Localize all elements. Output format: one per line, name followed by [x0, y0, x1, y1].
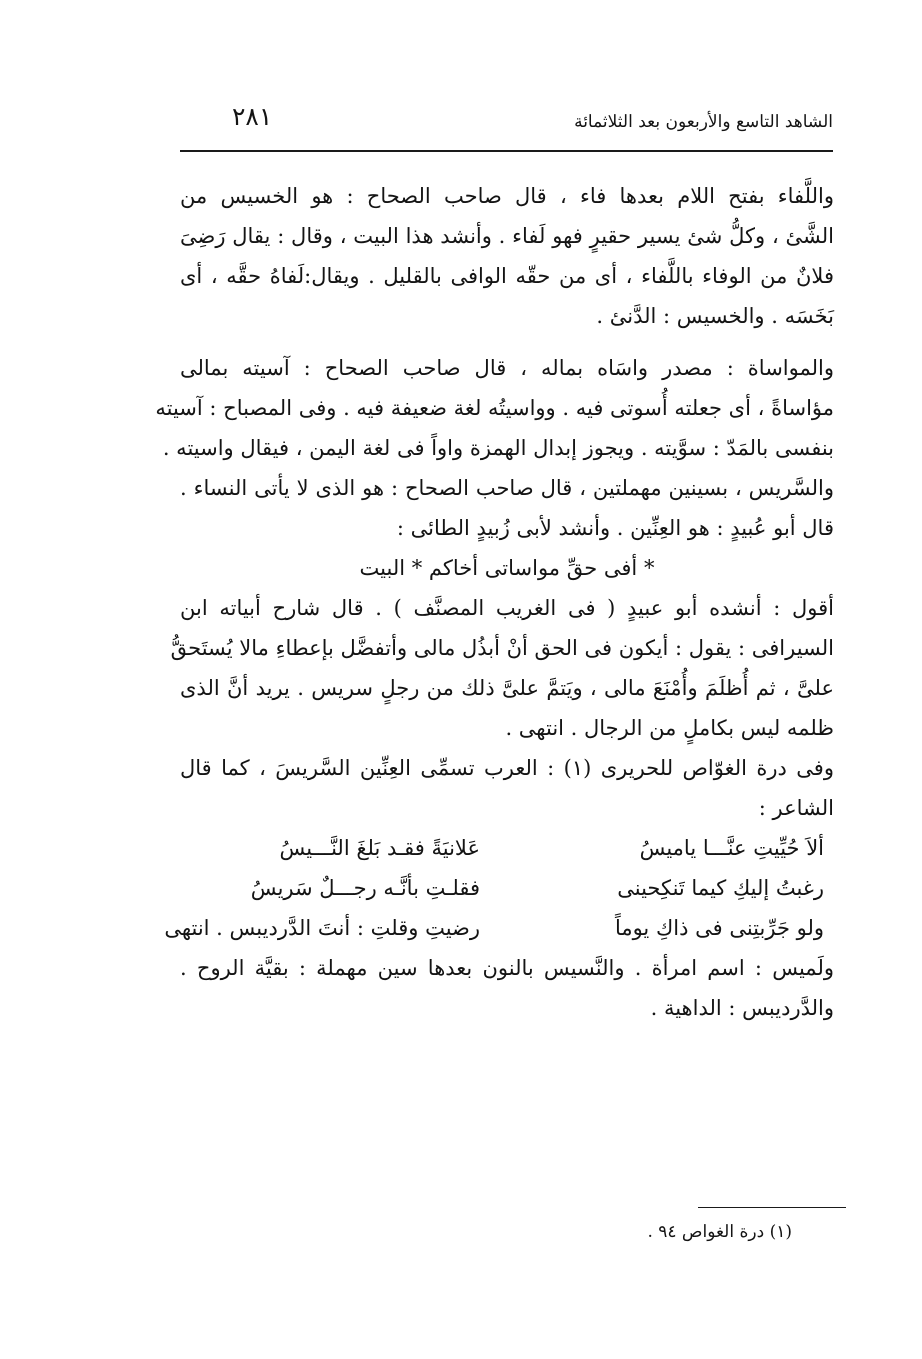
footnote: (١) درة الغواص ٩٤ .	[647, 1222, 792, 1242]
text-line: ظلمه ليس بكاملٍ من الرجال . انتهى .	[505, 716, 834, 740]
text-line: والسَّريس ، بسينين مهملتين ، قال صاحب الصحاح : هو الذى لا يأتى النساء .	[180, 476, 834, 500]
text-line: قال أبو عُبيدٍ : هو العِنِّين . وأنشد لأبى زُبيدٍ الطائى :	[396, 516, 834, 540]
page-header	[180, 100, 833, 146]
verse-row	[180, 868, 834, 908]
text-line: السيرافى : يقول : أيكون فى الحق أنْ أبذُل مالى وأتفضَّل بإعطاءِ مالا يُستَحقُّ	[170, 636, 834, 660]
text-line: بَخَسَه . والخسيس : الدَّنئ .	[596, 304, 834, 328]
text-line: والمواساة : مصدر واسَاه بماله ، قال صاحب الصحاح : آسيته بمالى	[180, 356, 834, 380]
verse-second-hemistich: عَلانيَةً فقـد بَلغَ النَّـــيسُ	[279, 836, 480, 860]
text-line: مؤاساةً ، أى جعلته أُسوتى فيه . وواسيتُه لغة ضعيفة فيه . وفى المصباح : آسيته	[155, 396, 834, 420]
text-line: بنفسى بالمَدّ : سوَّيته . ويجوز إبدال الهمزة واواً فى لغة اليمن ، فيقال واسيته .	[162, 436, 834, 460]
quoted-verse: * أفى حقِّ مواساتى أخاكم * البيت	[359, 556, 655, 580]
page-number: ٢٨١	[232, 102, 273, 131]
text-line: علىَّ ، ثم أُظلَمَ وأُمْنَعَ مالى ، ويَتمَّ علىَّ ذلك من رجلٍ سريس . يريد أنَّ الذى	[180, 676, 834, 700]
text-line: واللَّفاء بفتح اللام بعدها فاء ، قال صاحب الصحاح : هو الخسيس من	[180, 184, 834, 208]
text-line: والدَّرديبس : الداهية .	[650, 996, 834, 1020]
verse-row	[180, 828, 834, 868]
text-line: الشاعر :	[758, 796, 834, 820]
verse-first-hemistich: ألاَ حُيِّيتِ عنَّـــا ياميسُ	[639, 836, 824, 860]
verse-second-hemistich: رضيتِ وقلتِ : أنتَ الدَّرديبس . انتهى	[164, 916, 480, 940]
running-title: الشاهد التاسع والأربعون بعد الثلاثمائة	[574, 112, 833, 132]
text-line: فلانٌ من الوفاء باللَّفاء ، أى من حقّه الوافى بالقليل . ويقال:لَفاهُ حقَّه ، أى	[180, 264, 834, 288]
text-line: الشَّئ ، وكلُّ شئ يسير حقيرٍ فهو لَفاء . وأنشد هذا البيت ، وقال : يقال رَضِىَ	[180, 224, 834, 248]
verse-first-hemistich: ولو جَرِّبتِنى فى ذاكِ يوماً	[614, 916, 824, 940]
body-text	[155, 176, 834, 1028]
text-line: وفى درة الغوّاص للحريرى (١) : العرب تسمِّى العِنِّين السَّريسَ ، كما قال	[180, 756, 834, 780]
header-rule	[180, 150, 833, 152]
verse-second-hemistich: فقلـتِ بأنَّـه رجـــلٌ سَريسُ	[250, 876, 480, 900]
text-line: ولَميس : اسم امرأة . والنَّسيس بالنون بعدها سين مهملة : بقيَّة الروح .	[180, 956, 834, 980]
footnote-rule	[698, 1207, 846, 1208]
verse-row	[164, 908, 834, 948]
verse-first-hemistich: رغبتُ إليكِ كيما تَنكِحينى	[617, 876, 824, 900]
text-line: أقول : أنشده أبو عبيدٍ ( فى الغريب المصنَّف ) . قال شارح أبياته ابن	[180, 596, 834, 620]
